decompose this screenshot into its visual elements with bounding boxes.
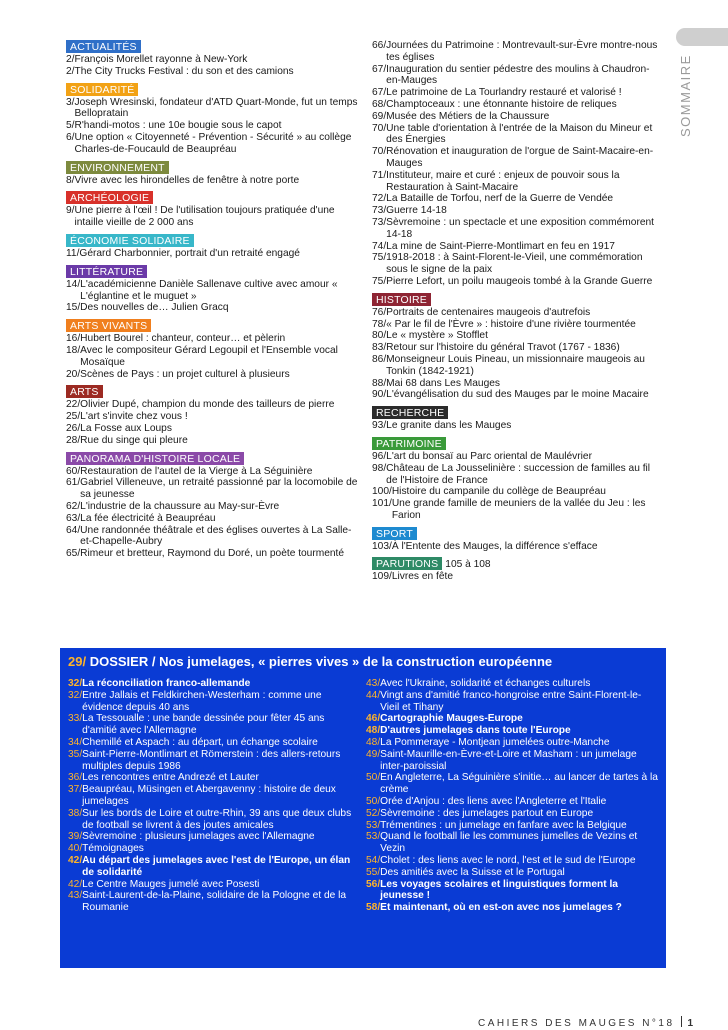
page-ref: 42/: [68, 854, 83, 866]
toc-right-column: [372, 40, 662, 588]
toc-entry[interactable]: [68, 749, 352, 773]
entry-title: Orée d'Anjou : des liens avec l'Angleterre et l'Italie: [380, 795, 607, 807]
toc-entry[interactable]: [372, 451, 662, 463]
entry-title: Journées du Patrimoine : Montrevault-sur-Èvre montre-nous tes églises: [386, 40, 658, 63]
page-ref: 62/: [66, 500, 81, 512]
dossier-separator: /: [151, 654, 156, 669]
toc-section: [372, 557, 662, 583]
entry-title: Rimeur et bretteur, Raymond du Doré, un poète tourmenté: [80, 548, 345, 560]
page-ref: 67/: [372, 63, 387, 75]
page-ref: 8/: [66, 174, 75, 186]
entry-title: La Pommeraye - Montjean jumelées outre-Manche: [380, 736, 610, 748]
entry-title: La mine de Saint-Pierre-Montlimart en feu en 1917: [386, 240, 615, 252]
entry-title: Musée des Métiers de la Chaussure: [386, 110, 550, 122]
section-header: [372, 293, 662, 307]
section-header: [66, 191, 358, 205]
entry-title: La Fosse aux Loups: [80, 422, 172, 434]
page-ref: 93/: [372, 420, 387, 432]
entry-title: Avec le compositeur Gérard Legoupil et l'Ensemble vocal Mosaïque: [80, 344, 338, 368]
toc-entry[interactable]: [66, 279, 358, 303]
entry-title: Le Centre Mauges jumelé avec Posesti: [82, 878, 260, 890]
entry-title: L'évangélisation du sud des Mauges par le moine Macaire: [386, 389, 649, 401]
page-ref: 2/: [66, 54, 75, 65]
entry-title: Hubert Bourel : chanteur, conteur… et pèlerin: [80, 333, 286, 345]
entry-title: Sèvremoine : plusieurs jumelages avec l'Allemagne: [82, 831, 315, 843]
section-page-range: 105 à 108: [445, 559, 491, 571]
entry-title: Cholet : des liens avec le nord, l'est et le sud de l'Europe: [380, 854, 636, 866]
page-ref: 54/: [366, 854, 381, 866]
page-ref: 68/: [372, 98, 387, 110]
toc-entry[interactable]: [366, 867, 658, 879]
page-ref: 50/: [366, 772, 381, 784]
entry-title: Château de La Jousselinière : succession de familles au fil de l'Histoire de France: [386, 462, 651, 486]
entry-title: Instituteur, maire et curé : enjeux de pouvoir sous la Restauration à Saint-Macaire: [386, 169, 620, 193]
page-ref: 22/: [66, 399, 81, 411]
entry-title: Quand le football lie les communes jumelles de Vezins et Vezin: [380, 831, 638, 855]
page-ref: 40/: [68, 843, 83, 855]
section-header: [66, 83, 358, 97]
toc-entry[interactable]: [66, 120, 358, 132]
section-header: [66, 319, 358, 333]
entry-title: La réconciliation franco-allemande: [82, 678, 251, 689]
entry-title: Une option « Citoyenneté - Prévention - Sécurité » au collège Charles-de-Foucauld de Beaupréau: [74, 131, 352, 155]
toc-entry[interactable]: [366, 737, 658, 749]
section-tag: SOLIDARITÉ: [66, 83, 138, 96]
entry-title: L'art du bonsaï au Parc oriental de Maulévrier: [386, 450, 592, 462]
toc-entry[interactable]: [66, 132, 358, 156]
page-ref: 56/: [366, 878, 381, 890]
page-ref: 39/: [68, 831, 83, 843]
toc-entry[interactable]: [366, 713, 658, 725]
footer-divider: [681, 1016, 682, 1027]
section-tag: ACTUALITÉS: [66, 40, 141, 53]
page-ref: 35/: [68, 748, 83, 760]
entry-title: À l'Entente des Mauges, la différence s'efface: [391, 540, 598, 552]
page-ref: 90/: [372, 389, 387, 401]
toc-entry[interactable]: [66, 302, 358, 314]
entry-title: L'académicienne Danièle Sallenave cultive avec amour « L'églantine et le muguet »: [80, 278, 338, 302]
toc-entry[interactable]: [372, 420, 662, 432]
toc-entry[interactable]: [68, 737, 352, 749]
page-ref: 63/: [66, 512, 81, 524]
toc-entry[interactable]: [68, 831, 352, 843]
entry-title: Témoignages: [82, 843, 144, 855]
page-ref: 100/: [372, 486, 392, 498]
entry-title: The City Trucks Festival : du son et des camions: [74, 65, 294, 77]
entry-title: Restauration de l'autel de la Vierge à La Séguinière: [80, 465, 313, 477]
entry-title: Saint-Pierre-Montlimart et Römerstein : des allers-retours multiples depuis 1986: [82, 748, 341, 772]
page-ref: 15/: [66, 302, 81, 314]
dossier-left-column: [68, 678, 352, 914]
toc-entry[interactable]: [68, 879, 352, 891]
section-header: [372, 557, 662, 571]
page-ref: 46/: [366, 713, 381, 725]
toc-section: [66, 40, 358, 78]
toc-left-column: [66, 40, 358, 565]
entry-title: Sèvremoine : des jumelages partout en Europe: [380, 807, 594, 819]
page-ref: 66/: [372, 40, 387, 51]
section-header: [66, 40, 358, 54]
page-ref: 101/: [372, 498, 392, 510]
toc-entry[interactable]: [366, 725, 658, 737]
toc-entry[interactable]: [66, 423, 358, 435]
toc-entry[interactable]: [366, 879, 658, 903]
entry-title: Sèvremoine : un spectacle et une exposition commémorent 14-18: [386, 216, 655, 240]
page-ref: 58/: [366, 902, 381, 914]
toc-entry[interactable]: [66, 548, 358, 560]
entry-title: Vivre avec les hirondelles de fenêtre à notre porte: [74, 174, 300, 186]
entry-title: Gabriel Villeneuve, un retraité passionné par la locomobile de sa jeunesse: [80, 477, 358, 501]
toc-entry[interactable]: [366, 808, 658, 820]
page-ref: 26/: [66, 422, 81, 434]
page-ref: 49/: [366, 748, 381, 760]
page-ref: 70/: [372, 122, 387, 134]
entry-title: Champtoceaux : une étonnante histoire de reliques: [386, 98, 617, 110]
toc-section: [66, 452, 358, 560]
entry-title: Portraits de centenaires maugeois d'autrefois: [386, 306, 591, 318]
page-ref: 38/: [68, 807, 83, 819]
page-ref: 53/: [366, 819, 381, 831]
section-tag: PATRIMOINE: [372, 437, 446, 450]
page-ref: 50/: [366, 795, 381, 807]
toc-entry[interactable]: [372, 193, 662, 205]
section-tag: SPORT: [372, 527, 417, 540]
toc-entry[interactable]: [372, 389, 662, 401]
page-ref: 9/: [66, 205, 75, 217]
page-ref: 86/: [372, 353, 387, 365]
toc-entry[interactable]: [372, 170, 662, 194]
page-ref: 43/: [366, 678, 381, 689]
page-ref: 75/: [372, 275, 387, 287]
page-ref: 43/: [68, 890, 83, 902]
entry-title: Le patrimoine de La Tourlandry restauré et valorisé !: [386, 87, 622, 99]
page-ref: 64/: [66, 524, 81, 536]
toc-entry[interactable]: [66, 54, 358, 66]
page-ref: 20/: [66, 368, 81, 380]
toc-entry[interactable]: [66, 205, 358, 229]
entry-title: Chemillé et Aspach : au départ, un échange scolaire: [82, 736, 318, 748]
entry-title: Olivier Dupé, champion du monde des tailleurs de pierre: [80, 399, 335, 411]
entry-title: « Par le fil de l'Èvre » : histoire d'une rivière tourmentée: [386, 318, 636, 330]
sommaire-label: SOMMAIRE: [678, 54, 693, 137]
toc-entry[interactable]: [372, 205, 662, 217]
toc-entry[interactable]: [366, 796, 658, 808]
toc-entry[interactable]: [68, 843, 352, 855]
toc-entry[interactable]: [66, 175, 358, 187]
section-tag: HISTOIRE: [372, 293, 431, 306]
page-ref: 5/: [66, 120, 75, 132]
dossier-right-column: [366, 678, 658, 914]
toc-entry[interactable]: [66, 97, 358, 121]
toc-entry[interactable]: [372, 319, 662, 331]
toc-entry[interactable]: [66, 466, 358, 478]
toc-section: [66, 191, 358, 229]
entry-title: Pierre Lefort, un poilu maugeois tombé à la Grande Guerre: [386, 275, 653, 287]
page-ref: 32/: [68, 689, 83, 701]
entry-title: La Tessoualle : une bande dessinée pour fêter 45 ans d'amitié avec l'Allemagne: [82, 713, 325, 737]
entry-title: Au départ des jumelages avec l'est de l'Europe, un élan de solidarité: [82, 854, 351, 878]
toc-entry[interactable]: [372, 146, 662, 170]
toc-entry[interactable]: [372, 241, 662, 253]
toc-section: [372, 293, 662, 401]
toc-entry[interactable]: [372, 330, 662, 342]
page-ref: 42/: [68, 878, 83, 890]
toc-entry[interactable]: [372, 378, 662, 390]
toc-entry[interactable]: [372, 99, 662, 111]
entry-title: Les rencontres entre Andrezé et Lauter: [82, 772, 259, 784]
dossier-title: [68, 656, 552, 668]
section-header: [372, 527, 662, 541]
entry-title: Joseph Wresinski, fondateur d'ATD Quart-Monde, fut un temps Bellopratain: [74, 96, 358, 120]
toc-entry[interactable]: [372, 123, 662, 147]
entry-title: Entre Jallais et Feldkirchen-Westerham : comme une évidence depuis 40 ans: [82, 689, 322, 713]
entry-title: Mai 68 dans Les Mauges: [386, 377, 501, 389]
page-ref: 52/: [366, 807, 381, 819]
entry-title: Cartographie Mauges-Europe: [380, 713, 523, 725]
page-ref: 11/: [66, 247, 80, 259]
entry-title: 1918-2018 : à Saint-Florent-le-Vieil, une commémoration sous le signe de la paix: [386, 252, 643, 276]
toc-entry[interactable]: [68, 678, 352, 690]
toc-entry[interactable]: [372, 486, 662, 498]
journal-name: CAHIERS DES MAUGES N°18: [478, 1018, 675, 1029]
page-footer: [478, 1016, 693, 1029]
entry-title: Une table d'orientation à l'entrée de la Maison du Mineur et des Énergies: [386, 122, 653, 146]
page-ref: 78/: [372, 318, 387, 330]
toc-entry[interactable]: [68, 808, 352, 832]
toc-entry[interactable]: [68, 713, 352, 737]
page-ref: 71/: [372, 169, 387, 181]
entry-title: Des nouvelles de… Julien Gracq: [80, 302, 229, 314]
side-tab: [676, 28, 728, 46]
page-ref: 73/: [372, 216, 387, 228]
toc-section: [66, 319, 358, 380]
entry-title: Rénovation et inauguration de l'orgue de Saint-Macaire-en-Mauges: [386, 146, 654, 169]
entry-title: Le granite dans les Mauges: [386, 420, 512, 432]
section-tag: LITTÉRATURE: [66, 265, 147, 278]
toc-entry[interactable]: [372, 541, 662, 553]
entry-title: R'handi-motos : une 10e bougie sous le capot: [74, 120, 282, 132]
toc-entry[interactable]: [68, 690, 352, 714]
toc-entry[interactable]: [66, 66, 358, 78]
page-ref: 109/: [372, 571, 392, 583]
toc-section: [66, 161, 358, 187]
page-ref: 28/: [66, 434, 81, 446]
entry-title: Saint-Laurent-de-la-Plaine, solidaire de la Pologne et de la Roumanie: [82, 890, 347, 914]
section-tag: PARUTIONS: [372, 557, 442, 570]
entry-title: La Bataille de Torfou, nerf de la Guerre de Vendée: [386, 193, 614, 205]
page-ref: 53/: [366, 831, 381, 843]
toc-entry[interactable]: [66, 333, 358, 345]
toc-entry[interactable]: [372, 252, 662, 276]
toc-section: [66, 385, 358, 446]
toc-entry[interactable]: [372, 40, 662, 64]
page-ref: 55/: [366, 866, 381, 878]
entry-title: Saint-Maurille-en-Èvre-et-Loire et Masham : un jumelage inter-paroissial: [380, 748, 637, 772]
toc-entry[interactable]: [372, 354, 662, 378]
page-ref: 14/: [66, 278, 81, 290]
toc-entry[interactable]: [68, 855, 352, 879]
entry-title: L'industrie de la chaussure au May-sur-Èvre: [80, 500, 280, 512]
toc-section: [66, 265, 358, 314]
section-tag: ARTS: [66, 385, 103, 398]
dossier-box: [60, 648, 666, 968]
entry-title: Une grande famille de meuniers de la vallée du Jeu : les Farion: [391, 498, 646, 521]
page-ref: 48/: [366, 736, 381, 748]
entry-title: Les voyages scolaires et linguistiques forment la jeunesse !: [380, 878, 618, 902]
page-ref: 36/: [68, 772, 83, 784]
entry-title: Beaupréau, Müsingen et Abergavenny : histoire de deux jumelages: [82, 784, 336, 807]
toc-entry[interactable]: [66, 435, 358, 447]
section-header: [372, 437, 662, 451]
toc-entry[interactable]: [372, 571, 662, 583]
entry-title: Vingt ans d'amitié franco-hongroise entre Saint-Florent-le-Vieil et Tihany: [380, 689, 642, 713]
entry-title: Une pierre à l'œil ! De l'utilisation toujours pratiquée d'une intaille vieille de 2 000 ans: [74, 205, 335, 229]
toc-entry[interactable]: [372, 342, 662, 354]
toc-entry[interactable]: [66, 369, 358, 381]
page-ref: 88/: [372, 377, 387, 389]
toc-entry[interactable]: [68, 772, 352, 784]
toc-entry[interactable]: [372, 307, 662, 319]
toc-entry[interactable]: [372, 463, 662, 487]
toc-section: [372, 40, 662, 288]
page-ref: 73/: [372, 205, 387, 217]
page-ref: 96/: [372, 450, 387, 462]
toc-entry[interactable]: [372, 111, 662, 123]
entry-title: En Angleterre, La Séguinière s'initie… au lancer de tartes à la crème: [380, 772, 658, 796]
page-ref: 69/: [372, 110, 387, 122]
page-ref: 65/: [66, 548, 81, 560]
section-tag: RECHERCHE: [372, 406, 448, 419]
page-ref: 61/: [66, 477, 81, 489]
toc-section: [66, 83, 358, 156]
toc-entry[interactable]: [366, 855, 658, 867]
entry-title: François Morellet rayonne à New-York: [74, 54, 248, 65]
toc-section: [372, 527, 662, 553]
dossier-label: DOSSIER: [89, 654, 149, 669]
entry-title: Une randonnée théâtrale et des églises ouvertes à La Salle-et-Chapelle-Aubry: [80, 524, 352, 548]
section-tag: ARCHÉOLOGIE: [66, 191, 153, 204]
toc-entry[interactable]: [66, 501, 358, 513]
toc-entry[interactable]: [366, 772, 658, 796]
page-ref: 16/: [66, 333, 81, 345]
toc-entry[interactable]: [366, 678, 658, 690]
page-ref: 103/: [372, 540, 392, 552]
section-header: [66, 161, 358, 175]
entry-title: La fée électricité à Beaupréau: [80, 512, 216, 524]
page-ref: 60/: [66, 465, 81, 477]
page-ref: 3/: [66, 96, 75, 108]
section-tag: ARTS VIVANTS: [66, 319, 151, 332]
page-ref: 72/: [372, 193, 387, 205]
toc-entry[interactable]: [66, 399, 358, 411]
page-ref: 67/: [372, 87, 387, 99]
entry-title: Avec l'Ukraine, solidarité et échanges culturels: [380, 678, 591, 689]
toc-section: [372, 437, 662, 522]
toc-section: [372, 406, 662, 432]
section-tag: ÉCONOMIE SOLIDAIRE: [66, 234, 194, 247]
toc-entry[interactable]: [366, 690, 658, 714]
page-ref: 75/: [372, 252, 387, 264]
page-ref: 44/: [366, 689, 381, 701]
entry-title: Monseigneur Louis Pineau, un missionnaire maugeois au Tonkin (1842-1921): [386, 353, 645, 377]
entry-title: Sur les bords de Loire et outre-Rhin, 39 ans que deux clubs de football se livrent à des joutes amicales: [82, 807, 352, 831]
entry-title: Inauguration du sentier pédestre des moulins à Chaudron-en-Mauges: [386, 63, 650, 87]
entry-title: Retour sur l'histoire du général Travot (1767 - 1836): [386, 342, 620, 354]
toc-entry[interactable]: [372, 276, 662, 288]
entry-title: Le « mystère » Stofflet: [386, 330, 488, 342]
page-ref: 32/: [68, 678, 83, 689]
toc-entry[interactable]: [66, 513, 358, 525]
section-tag: ENVIRONNEMENT: [66, 161, 169, 174]
entry-title: L'art s'invite chez vous !: [80, 411, 188, 423]
entry-title: Scènes de Pays : un projet culturel à plusieurs: [80, 368, 290, 380]
section-header: [66, 452, 358, 466]
toc-entry[interactable]: [372, 498, 662, 522]
entry-title: D'autres jumelages dans toute l'Europe: [380, 725, 571, 737]
section-header: [66, 385, 358, 399]
page-ref: 48/: [366, 725, 381, 737]
section-header: [66, 234, 358, 248]
section-tag: PANORAMA D'HISTOIRE LOCALE: [66, 452, 244, 465]
page-ref: 80/: [372, 330, 387, 342]
page-ref: 98/: [372, 462, 387, 474]
toc-entry[interactable]: [66, 345, 358, 369]
toc-entry[interactable]: [372, 87, 662, 99]
page-ref: 2/: [66, 65, 75, 77]
page-number: 1: [687, 1018, 694, 1029]
toc-entry[interactable]: [366, 831, 658, 855]
page-ref: 25/: [66, 411, 81, 423]
page-ref: 74/: [372, 240, 387, 252]
toc-entry[interactable]: [366, 749, 658, 773]
toc-entry[interactable]: [366, 820, 658, 832]
dossier-number: 29/: [68, 654, 87, 669]
page-ref: 70/: [372, 146, 387, 158]
page-ref: 6/: [66, 131, 75, 143]
entry-title: Guerre 14-18: [386, 205, 447, 217]
page-ref: 76/: [372, 306, 387, 318]
toc-entry[interactable]: [66, 411, 358, 423]
toc-entry[interactable]: [66, 525, 358, 549]
toc-entry[interactable]: [66, 248, 358, 260]
entry-title: Des amitiés avec la Suisse et le Portugal: [380, 866, 565, 878]
page-ref: 37/: [68, 784, 83, 796]
entry-title: Histoire du campanile du collège de Beaupréau: [391, 486, 606, 498]
toc-entry[interactable]: [68, 784, 352, 808]
toc-entry[interactable]: [372, 64, 662, 88]
page-ref: 18/: [66, 344, 81, 356]
page-ref: 33/: [68, 713, 83, 725]
toc-section: [66, 234, 358, 260]
toc-entry[interactable]: [366, 902, 658, 914]
entry-title: Et maintenant, où en est-on avec nos jumelages ?: [380, 902, 622, 914]
dossier-heading: Nos jumelages, « pierres vives » de la construction européenne: [159, 654, 553, 669]
entry-title: Trémentines : un jumelage en fanfare avec la Belgique: [380, 819, 627, 831]
entry-title: Gérard Charbonnier, portrait d'un retraité engagé: [79, 247, 300, 259]
toc-entry[interactable]: [372, 217, 662, 241]
section-header: [66, 265, 358, 279]
toc-entry[interactable]: [68, 890, 352, 914]
section-header: [372, 406, 662, 420]
entry-title: Rue du singe qui pleure: [80, 434, 188, 446]
entry-title: Livres en fête: [391, 571, 453, 583]
toc-entry[interactable]: [66, 477, 358, 501]
page-ref: 34/: [68, 736, 83, 748]
page-ref: 83/: [372, 342, 387, 354]
